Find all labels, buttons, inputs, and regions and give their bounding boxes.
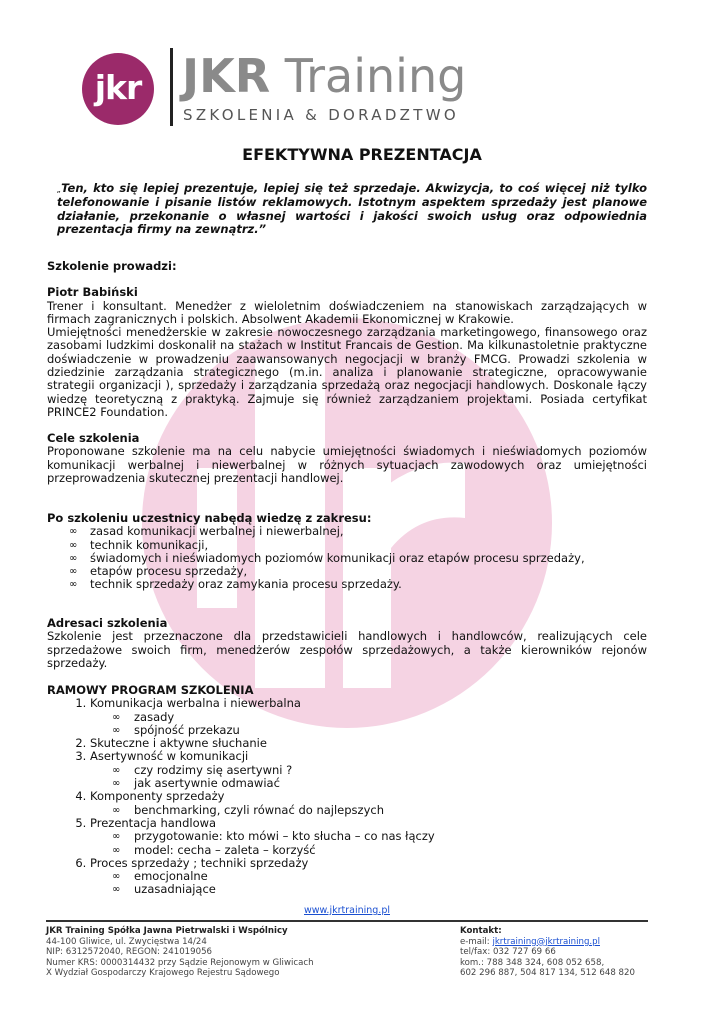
intro-quote	[57, 182, 647, 236]
audience-text: Szkolenie jest przeznaczone dla przedstawicieli handlowych i handlowców, realizujących cele sprzedażowe swoich firm, menedżerów zespołów sprzedażowych, a także kierowników rejonów sprzedaży.	[47, 629, 647, 670]
footer-address: 44-100 Gliwice, ul. Zwycięstwa 14/24	[46, 936, 207, 947]
program-item	[90, 750, 647, 790]
list-item: ∞ etapów procesu sprzedaży,	[47, 565, 647, 578]
jkr-logo-icon	[82, 53, 154, 125]
goals-section	[47, 432, 647, 485]
goals-heading: Cele szkolenia	[47, 431, 140, 445]
list-item: ∞ zasady	[90, 711, 647, 724]
trainer-name: Piotr Babiński	[47, 285, 138, 300]
program-item-label: Prezentacja handlowa	[90, 815, 217, 830]
document-title: EFEKTYWNA PREZENTACJA	[242, 145, 482, 164]
trainer-bio-1: Trener i konsultant. Menedżer z wieloletnim doświadczeniem na stanowiskach zarządzających w firmach zagranicznych i polskich. Absolwent Akademii Ekonomicznej w Krakowie.	[47, 298, 647, 326]
audience-section	[47, 617, 647, 670]
trainer-section	[47, 260, 647, 419]
logo-divider	[170, 48, 173, 126]
trainer-bio-2: Umiejętności menedżerskie w zakresie nowoczesnego zarządzania marketingowego, finansowego oraz zasobami ludzkimi doskonalił na stażach w Institut Francais de Gestion. Ma kilkunastoletnie praktyczne doświadczenie w prowadzeniu zaawansowanych negocjacji w branży FMCG. Prowadzi szkolenia w dziedzinie zarządzania strategicznego (m.in. analiza i planowanie strategiczne, opracowywanie strategii organizacji ), sprzedaży i zarządzania sprzedażą oraz negocjacji handlowych. Doskonale łączy wiedzę teoretyczną z praktyką. Zajmuje się również zarządzaniem projektami. Posiada certyfikat PRINCE2 Foundation.	[47, 325, 647, 419]
program-item	[90, 857, 647, 897]
outcomes-list	[47, 525, 647, 591]
brand-name-bold: JKR	[182, 49, 271, 103]
footer-contact	[460, 926, 635, 979]
list-item: ∞ przygotowanie: kto mówi – kto słucha – co nas łączy	[90, 830, 647, 843]
brand-name	[182, 50, 466, 102]
goals-text: Proponowane szkolenie ma na celu nabycie umiejętności świadomych i nieświadomych poziomów komunikacji werbalnej i niewerbalnej w różnych sytuacjach zawodowych oraz umiejętności przeprowadzenia skutecznej prezentacji handlowej.	[47, 444, 647, 485]
list-item: ∞ świadomych i nieświadomych poziomów komunikacji oraz etapów procesu sprzedaży,	[47, 552, 647, 565]
outcomes-heading: Po szkoleniu uczestnicy nabędą wiedzę z zakresu:	[47, 511, 372, 525]
trainer-heading: Szkolenie prowadzi:	[47, 259, 177, 273]
brand-name-light: Training	[270, 49, 467, 103]
program-item-label: Skuteczne i aktywne słuchanie	[90, 736, 267, 751]
footer-mobile-1: kom.: 788 348 324, 608 052 658,	[460, 957, 605, 968]
footer-court: X Wydział Gospodarczy Krajowego Rejestru Sądowego	[46, 968, 280, 979]
outcomes-section	[47, 512, 647, 592]
quote-text: Ten, kto się lepiej prezentuje, lepiej się też sprzedaje. Akwizycja, to coś więcej niż tylko telefonowanie i pisanie listów reklamowych. Istotnym aspektem sprzedaży jest planowe działanie, przekonanie o własnej wartości i jakości swoich usług oraz odpowiednia prezentacja firmy na zewnątrz.”	[57, 181, 647, 236]
list-item: ∞ technik komunikacji,	[47, 539, 647, 552]
brand-tagline: SZKOLENIA & DORADZTWO	[183, 106, 459, 124]
footer-company-info	[46, 926, 314, 979]
footer-nip: NIP: 6312572040, REGON: 241019056	[46, 947, 213, 958]
footer-email-link[interactable]: jkrtraining@jkrtraining.pl	[492, 936, 600, 947]
list-item: ∞ jak asertywnie odmawiać	[90, 777, 647, 790]
list-item: ∞ technik sprzedaży oraz zamykania procesu sprzedaży.	[47, 578, 647, 591]
quote-open-mark: „	[57, 185, 62, 194]
program-item-label: Komponenty sprzedaży	[90, 789, 225, 804]
list-item: ∞ model: cecha – zaleta – korzyść	[90, 844, 647, 857]
website-link[interactable]: www.jkrtraining.pl	[304, 905, 390, 916]
list-item: ∞ spójność przekazu	[90, 724, 647, 737]
list-item: ∞ czy rodzimy się asertywni ?	[90, 764, 647, 777]
program-item	[90, 790, 647, 817]
logo-text: jkr	[94, 68, 142, 107]
program-list	[47, 697, 647, 896]
list-item: ∞ zasad komunikacji werbalnej i niewerbalnej,	[47, 525, 647, 538]
program-section	[47, 684, 647, 897]
footer-email-label: e-mail:	[460, 936, 493, 947]
footer-email-line	[460, 937, 635, 948]
list-item: ∞ uzasadniające	[90, 883, 647, 896]
footer-mobile-2: 602 296 887, 504 817 134, 512 648 820	[460, 968, 635, 979]
program-item-label: Asertywność w komunikacji	[90, 749, 249, 764]
footer-divider	[46, 920, 648, 922]
footer-company-name: JKR Training Spółka Jawna Pietrwalski i Wspólnicy	[46, 926, 288, 936]
program-item-label: Komunikacja werbalna i niewerbalna	[90, 696, 301, 711]
program-item	[90, 697, 647, 737]
program-item	[90, 817, 647, 857]
audience-heading: Adresaci szkolenia	[47, 616, 168, 630]
program-heading: RAMOWY PROGRAM SZKOLENIA	[47, 683, 254, 697]
list-item: ∞ emocjonalne	[90, 870, 647, 883]
list-item: ∞ benchmarking, czyli równać do najlepszych	[90, 804, 647, 817]
footer-contact-heading: Kontakt:	[460, 926, 502, 936]
program-item	[90, 737, 647, 750]
footer-telfax: tel/fax: 032 727 69 66	[460, 947, 556, 958]
footer-krs: Numer KRS: 0000314432 przy Sądzie Rejonowym w Gliwicach	[46, 957, 314, 968]
program-item-label: Proces sprzedaży ; techniki sprzedaży	[90, 855, 309, 870]
